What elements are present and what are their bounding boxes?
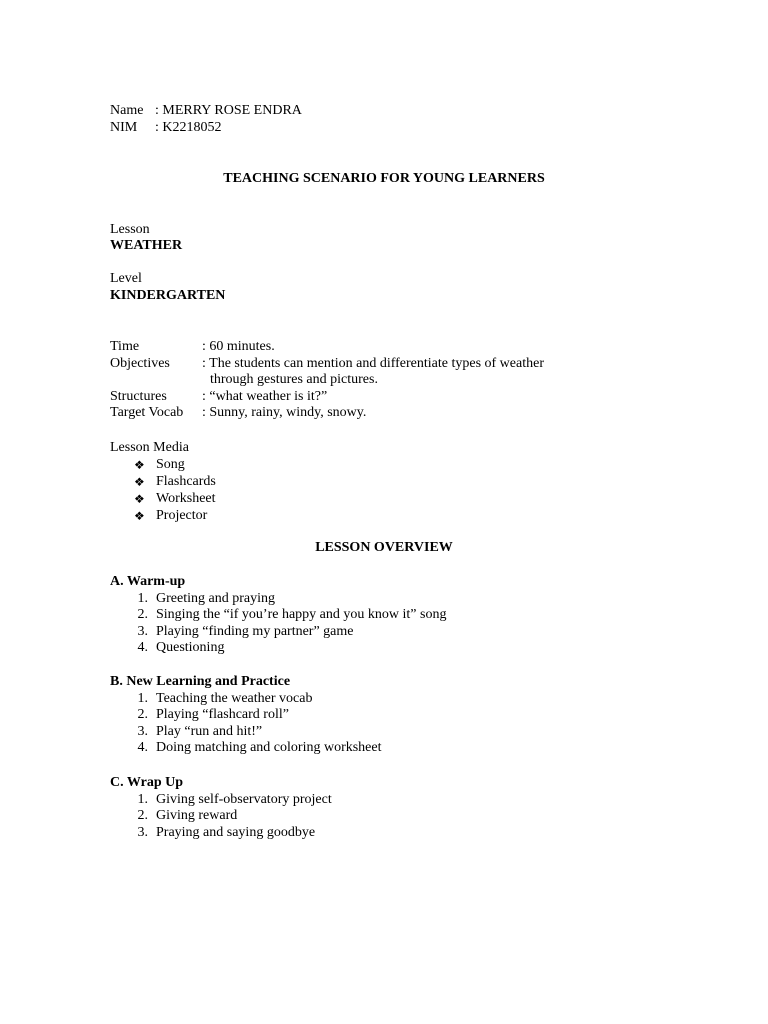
level-value: KINDERGARTEN bbox=[110, 288, 226, 303]
student-info bbox=[110, 103, 510, 137]
level-label: Level bbox=[110, 271, 142, 286]
section-heading: B. New Learning and Practice bbox=[110, 674, 291, 689]
overview-title: LESSON OVERVIEW bbox=[315, 540, 453, 555]
lesson-media bbox=[110, 440, 410, 524]
item-text: Teaching the weather vocab bbox=[156, 691, 313, 706]
item-text: Playing “finding my partner” game bbox=[156, 624, 354, 639]
detail-value: : 60 minutes. bbox=[202, 339, 275, 354]
item-number: 1. bbox=[137, 691, 148, 706]
item-text: Giving self-observatory project bbox=[156, 792, 332, 807]
name-label: Name bbox=[110, 103, 144, 118]
diamond-bullet-icon: ❖ bbox=[134, 458, 145, 472]
nim-label: NIM bbox=[110, 120, 138, 135]
detail-value: : Sunny, rainy, windy, snowy. bbox=[202, 405, 367, 420]
item-text: Greeting and praying bbox=[156, 591, 275, 606]
item-number: 1. bbox=[137, 591, 148, 606]
item-number: 3. bbox=[137, 624, 148, 639]
section-heading: A. Warm-up bbox=[110, 574, 186, 589]
detail-value: : “what weather is it?” bbox=[202, 389, 328, 404]
detail-value: : The students can mention and differentiate types of weather bbox=[202, 356, 544, 371]
item-text: Questioning bbox=[156, 640, 225, 655]
lesson-details bbox=[110, 339, 670, 423]
lesson-media-label: Lesson Media bbox=[110, 440, 189, 455]
detail-continuation: through gestures and pictures. bbox=[210, 372, 378, 387]
item-text: Doing matching and coloring worksheet bbox=[156, 740, 382, 755]
lesson-label: Lesson bbox=[110, 222, 150, 237]
item-number: 3. bbox=[137, 825, 148, 840]
item-number: 4. bbox=[137, 740, 148, 755]
media-item: Worksheet bbox=[156, 491, 216, 506]
item-text: Praying and saying goodbye bbox=[156, 825, 316, 840]
detail-label: Structures bbox=[110, 389, 167, 404]
section-wrap-up bbox=[110, 775, 610, 843]
section-new-learning bbox=[110, 674, 610, 758]
item-number: 2. bbox=[137, 607, 148, 622]
section-warm-up bbox=[110, 574, 610, 658]
media-item: Projector bbox=[156, 508, 208, 523]
item-text: Playing “flashcard roll” bbox=[156, 707, 289, 722]
diamond-bullet-icon: ❖ bbox=[134, 492, 145, 506]
diamond-bullet-icon: ❖ bbox=[134, 509, 145, 523]
item-number: 4. bbox=[137, 640, 148, 655]
item-text: Play “run and hit!” bbox=[156, 724, 263, 739]
item-number: 1. bbox=[137, 792, 148, 807]
item-number: 3. bbox=[137, 724, 148, 739]
item-number: 2. bbox=[137, 707, 148, 722]
section-heading: C. Wrap Up bbox=[110, 775, 184, 790]
document-title: TEACHING SCENARIO FOR YOUNG LEARNERS bbox=[223, 171, 545, 186]
detail-label: Time bbox=[110, 339, 140, 354]
item-number: 2. bbox=[137, 808, 148, 823]
detail-label: Target Vocab bbox=[110, 405, 184, 420]
diamond-bullet-icon: ❖ bbox=[134, 475, 145, 489]
name-value: : MERRY ROSE ENDRA bbox=[155, 103, 302, 118]
lesson-value: WEATHER bbox=[110, 238, 183, 253]
nim-value: : K2218052 bbox=[155, 120, 222, 135]
item-text: Giving reward bbox=[156, 808, 238, 823]
media-item: Song bbox=[156, 457, 185, 472]
detail-label: Objectives bbox=[110, 356, 170, 371]
item-text: Singing the “if you’re happy and you know it” song bbox=[156, 607, 447, 622]
media-item: Flashcards bbox=[156, 474, 216, 489]
